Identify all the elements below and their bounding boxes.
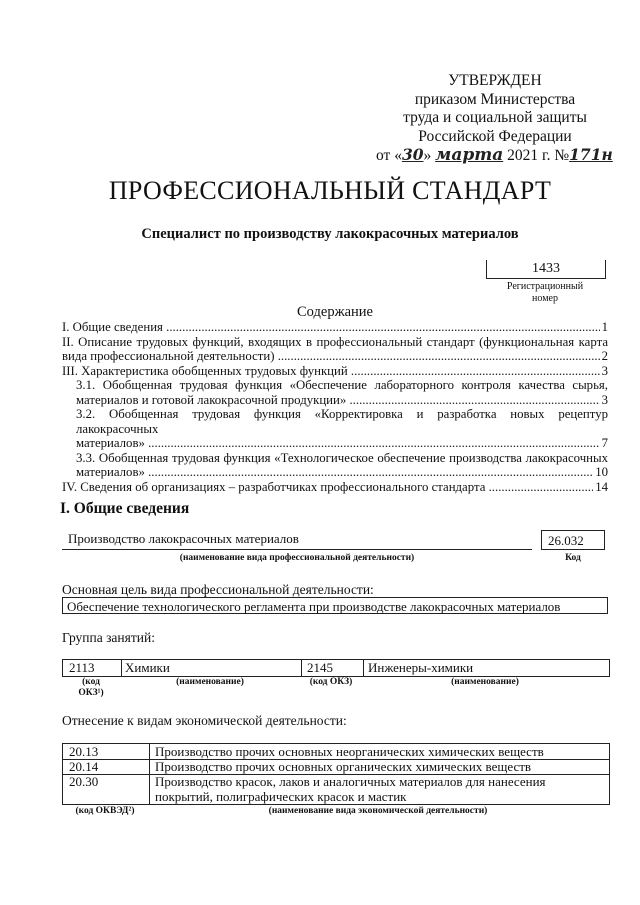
approval-heading: УТВЕРЖДЕН [448,72,542,89]
handwritten-number: 171н [569,145,613,164]
econ-code: 20.30 [69,774,99,789]
toc-item[interactable]: IV. Сведения об организациях – разработчиках профессионального стандарта ..... 14 [62,480,608,495]
standard-name: Специалист по производству лакокрасочных материалов [141,226,519,242]
econ-label: Отнесение к видам экономической деятельности: [62,713,347,728]
approval-line-3: труда и социальной защиты [403,109,587,126]
econ-caption-code: (код ОКВЭД²) [75,806,135,816]
toc-item[interactable]: I. Общие сведения ..... 1 [62,320,608,335]
econ-code: 20.13 [69,744,99,759]
goal-label: Основная цель вида профессиональной деятельности: [62,582,374,597]
group-code: 2113 [69,660,95,675]
group-code: 2145 [307,660,333,675]
approval-line-4: Российской Федерации [418,127,572,145]
toc-item[interactable]: II. Описание трудовых функций, входящих в профессиональный стандарт (функциональная карта вида профессиональной деятельности) ..... 2 [62,335,608,364]
toc-item[interactable]: 3.1. Обобщенная трудовая функция «Обеспечение лабораторного контроля качества сырья, материалов и готовой лакокрасочной продукции» ..... 3 [62,378,608,407]
group-caption-code-2: (код ОКЗ) [309,677,353,687]
toc-heading: Содержание [297,304,373,320]
econ-activity-table [62,743,610,805]
goal-text: Обеспечение технологического регламента при производстве лакокрасочных материалов [62,597,608,614]
approval-date: от «30» марта 2021 г. №171н [376,145,613,165]
econ-caption-name: (наименование вида экономической деятельности) [268,806,488,816]
section-title: I. Общие сведения [60,500,190,517]
approval-block [376,72,613,166]
econ-name: Производство прочих основных неорганических химических веществ [155,744,544,759]
econ-name: Производство прочих основных органических химических веществ [155,759,532,774]
activity-underline [62,549,532,550]
registration-number-box: 1433 [486,260,606,279]
toc-item[interactable]: III. Характеристика обобщенных трудовых функций ..... 3 [62,364,608,379]
toc-item[interactable]: 3.2. Обобщенная трудовая функция «Корректировка и разработка новых рецептур лакокрасочных материалов» ..... 7 [62,407,608,451]
table-of-contents [62,320,608,494]
group-caption-name: (наименование) [176,677,244,687]
group-name: Химики [125,660,170,675]
econ-code: 20.14 [69,759,99,774]
code-caption: Код [565,553,581,563]
toc-item[interactable]: 3.3. Обобщенная трудовая функция «Технологическое обеспечение производства лакокрасочных материалов» ..... 10 [62,451,608,480]
registration-number-label: Регистрационный номер [506,281,584,304]
handwritten-month: марта [435,145,504,165]
activity-name: Производство лакокрасочных материалов [68,531,299,546]
econ-name: Производство красок, лаков и аналогичных материалов для нанесения покрытий, полиграфических красок и мастик [155,774,546,804]
occupation-group-table [62,659,610,677]
activity-caption: (наименование вида профессиональной деятельности) [179,553,415,563]
group-caption-code: (код ОКЗ¹) [78,677,104,698]
activity-code: 26.032 [541,530,605,550]
approval-line-2: приказом Министерства [414,90,576,108]
document-title: ПРОФЕССИОНАЛЬНЫЙ СТАНДАРТ [108,176,552,205]
handwritten-day: 30 [401,145,424,164]
group-caption-name-2: (наименование) [451,677,519,687]
group-label: Группа занятий: [62,630,155,645]
group-name: Инженеры-химики [368,660,474,675]
